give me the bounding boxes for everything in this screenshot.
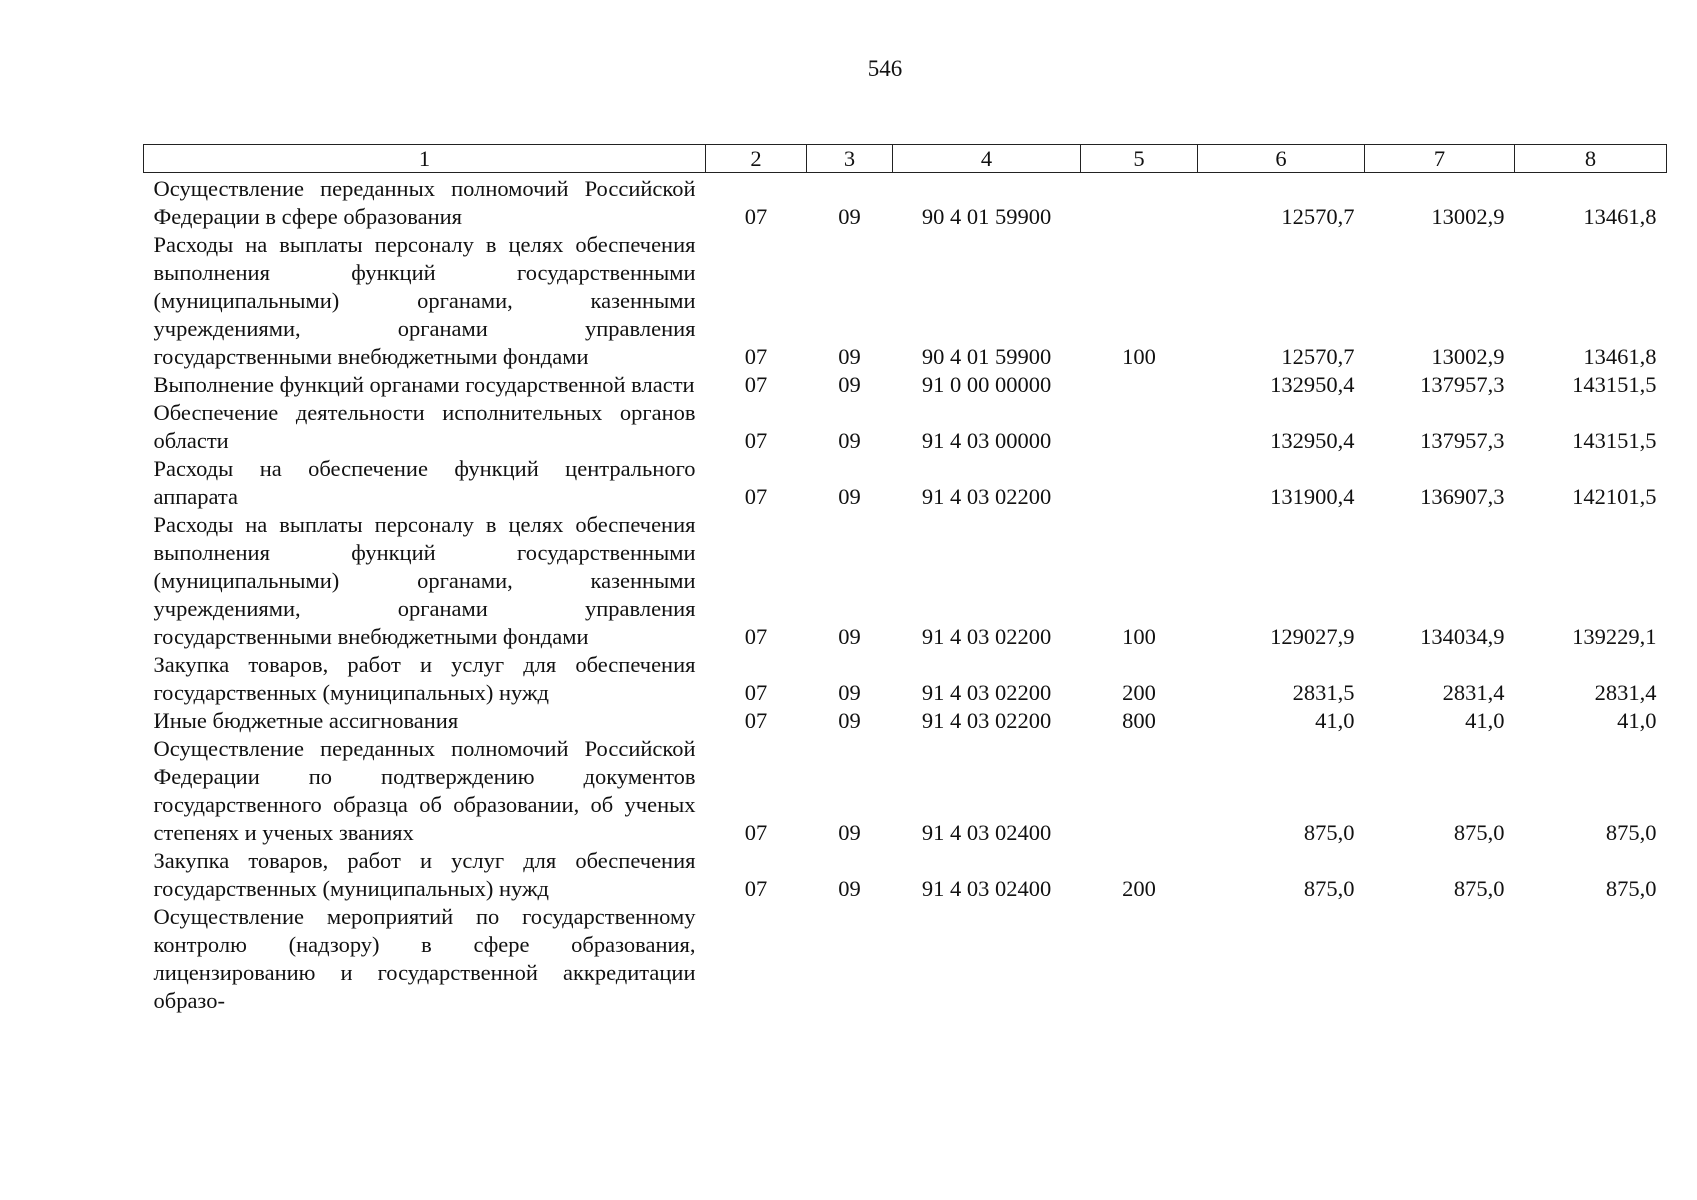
amount-col7: 875,0 — [1453, 876, 1505, 901]
target-code: 91 4 03 02200 — [921, 680, 1052, 705]
row-description: Осуществление переданных полномочий Российской Федерации в сфере образования — [153, 176, 696, 229]
amount-col8 — [1515, 903, 1667, 1015]
table-row — [144, 231, 1667, 371]
expense-type-code: 200 — [1122, 876, 1156, 901]
table-row — [144, 707, 1667, 735]
amount-col6: 131900,4 — [1270, 484, 1355, 509]
table-row — [144, 735, 1667, 847]
row-description: Осуществление мероприятий по государственному контролю (надзору) в сфере образования, лицензированию и государственной аккредитации образо- — [153, 904, 696, 1013]
column-header: 8 — [1515, 145, 1667, 173]
table-row — [144, 371, 1667, 399]
amount-col7: 136907,3 — [1420, 484, 1505, 509]
table-row — [144, 847, 1667, 903]
section-code: 07 — [744, 680, 768, 705]
amount-col8: 2831,4 — [1594, 680, 1657, 705]
expense-type-code — [1081, 735, 1198, 847]
table-row — [144, 399, 1667, 455]
section-code: 07 — [744, 708, 768, 733]
target-code: 91 4 03 02200 — [921, 624, 1052, 649]
subsection-code: 09 — [838, 876, 861, 901]
target-code: 90 4 01 59900 — [921, 344, 1052, 369]
subsection-code: 09 — [838, 428, 861, 453]
expense-type-code: 800 — [1122, 708, 1156, 733]
amount-col7: 875,0 — [1453, 820, 1505, 845]
expense-type-code — [1081, 173, 1198, 232]
target-code: 91 4 03 02400 — [921, 876, 1052, 901]
expense-type-code: 200 — [1122, 680, 1156, 705]
amount-col8: 41,0 — [1617, 708, 1657, 733]
target-code: 91 4 03 00000 — [921, 428, 1052, 453]
table-row — [144, 511, 1667, 651]
section-code: 07 — [744, 428, 768, 453]
subsection-code: 09 — [838, 624, 861, 649]
amount-col8: 13461,8 — [1583, 344, 1657, 369]
target-code: 91 4 03 02200 — [921, 708, 1052, 733]
section-code: 07 — [744, 372, 768, 397]
section-code: 07 — [744, 344, 768, 369]
row-description: Иные бюджетные ассигнования — [153, 708, 459, 733]
amount-col6: 132950,4 — [1270, 372, 1355, 397]
column-header: 7 — [1365, 145, 1515, 173]
amount-col7: 13002,9 — [1431, 204, 1505, 229]
row-description: Расходы на выплаты персоналу в целях обеспечения выполнения функций государственными (муниципальными) органами, казенными учреждениями, органами управления государственными внебюджетными фондами — [153, 232, 696, 369]
expense-type-code — [1081, 371, 1198, 399]
subsection-code: 09 — [838, 708, 861, 733]
column-header: 2 — [706, 145, 807, 173]
section-code: 07 — [744, 820, 768, 845]
amount-col6: 875,0 — [1303, 820, 1355, 845]
section-code: 07 — [744, 204, 768, 229]
amount-col6: 2831,5 — [1292, 680, 1355, 705]
amount-col8: 143151,5 — [1572, 372, 1657, 397]
expense-type-code — [1081, 399, 1198, 455]
amount-col6: 132950,4 — [1270, 428, 1355, 453]
amount-col6: 12570,7 — [1281, 204, 1355, 229]
subsection-code: 09 — [838, 680, 861, 705]
amount-col6: 12570,7 — [1281, 344, 1355, 369]
subsection-code: 09 — [838, 344, 861, 369]
section-code: 07 — [744, 876, 768, 901]
subsection-code: 09 — [838, 204, 861, 229]
table-row — [144, 903, 1667, 1015]
row-description: Расходы на выплаты персоналу в целях обеспечения выполнения функций государственными (муниципальными) органами, казенными учреждениями, органами управления государственными внебюджетными фондами — [153, 512, 696, 649]
target-code: 91 4 03 02400 — [921, 820, 1052, 845]
amount-col6 — [1198, 903, 1365, 1015]
amount-col7 — [1365, 903, 1515, 1015]
row-description: Обеспечение деятельности исполнительных органов области — [153, 400, 696, 453]
amount-col7: 137957,3 — [1420, 428, 1505, 453]
column-header: 6 — [1198, 145, 1365, 173]
amount-col8: 142101,5 — [1572, 484, 1657, 509]
section-code — [706, 903, 807, 1015]
column-header: 5 — [1081, 145, 1198, 173]
amount-col8: 143151,5 — [1572, 428, 1657, 453]
amount-col7: 2831,4 — [1442, 680, 1505, 705]
amount-col7: 137957,3 — [1420, 372, 1505, 397]
amount-col8: 139229,1 — [1572, 624, 1657, 649]
table-row — [144, 173, 1667, 232]
amount-col8: 875,0 — [1605, 820, 1657, 845]
amount-col6: 129027,9 — [1270, 624, 1355, 649]
target-code: 91 4 03 02200 — [921, 484, 1052, 509]
amount-col8: 13461,8 — [1583, 204, 1657, 229]
expense-type-code — [1081, 455, 1198, 511]
amount-col6: 41,0 — [1315, 708, 1355, 733]
section-code: 07 — [744, 484, 768, 509]
target-code: 90 4 01 59900 — [921, 204, 1052, 229]
table-row — [144, 455, 1667, 511]
amount-col8: 875,0 — [1605, 876, 1657, 901]
subsection-code: 09 — [838, 484, 861, 509]
column-header: 4 — [893, 145, 1081, 173]
column-header: 1 — [144, 145, 706, 173]
row-description: Расходы на обеспечение функций центрального аппарата — [153, 456, 696, 509]
row-description: Закупка товаров, работ и услуг для обеспечения государственных (муниципальных) нужд — [153, 652, 696, 705]
column-header: 3 — [807, 145, 893, 173]
subsection-code: 09 — [838, 372, 861, 397]
expense-type-code — [1081, 903, 1198, 1015]
expense-type-code: 100 — [1122, 344, 1156, 369]
subsection-code — [807, 903, 893, 1015]
budget-table — [143, 144, 1667, 1015]
amount-col7: 134034,9 — [1420, 624, 1505, 649]
table-header-row — [144, 145, 1667, 173]
row-description: Выполнение функций органами государственной власти — [153, 372, 695, 397]
section-code: 07 — [744, 624, 768, 649]
target-code: 91 0 00 00000 — [921, 372, 1052, 397]
table-row — [144, 651, 1667, 707]
amount-col7: 41,0 — [1465, 708, 1505, 733]
target-code — [893, 903, 1081, 1015]
amount-col7: 13002,9 — [1431, 344, 1505, 369]
amount-col6: 875,0 — [1303, 876, 1355, 901]
expense-type-code: 100 — [1122, 624, 1156, 649]
page-number: 546 — [867, 56, 903, 81]
subsection-code: 09 — [838, 820, 861, 845]
table-body — [144, 173, 1667, 1016]
row-description: Осуществление переданных полномочий Российской Федерации по подтверждению документов государственного образца об образовании, об ученых степенях и ученых званиях — [153, 736, 696, 845]
row-description: Закупка товаров, работ и услуг для обеспечения государственных (муниципальных) нужд — [153, 848, 696, 901]
